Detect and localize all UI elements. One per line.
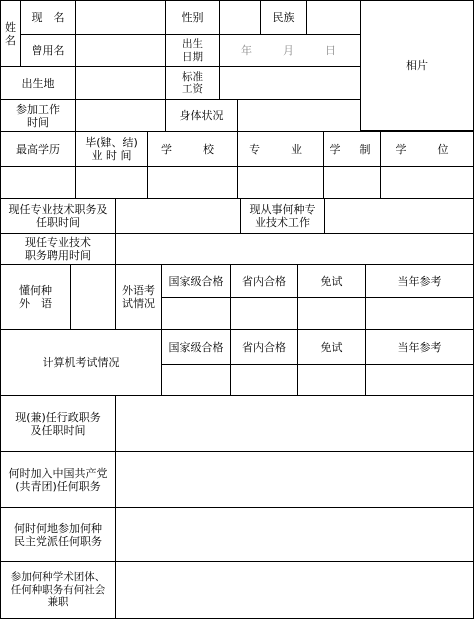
admin-post-label: 现(兼)任行政职务 及任职时间 — [0, 395, 116, 452]
current-name-field[interactable] — [75, 0, 166, 35]
gender-label: 性别 — [165, 0, 220, 35]
photo-box: 相片 — [360, 0, 474, 131]
name-label: 姓名 — [0, 0, 21, 67]
major-label: 专 业 — [237, 131, 324, 167]
computer-exam-exempt-field[interactable] — [297, 364, 366, 396]
birth-date-field[interactable]: 年 月 日 — [219, 34, 361, 67]
birth-date-label: 出生 日期 — [165, 34, 220, 67]
democratic-party-label: 何时何地参加何种 民主党派任何职务 — [0, 507, 116, 562]
birthplace-field[interactable] — [75, 66, 166, 100]
computer-exam-national-header: 国家级合格 — [161, 329, 231, 365]
foreign-exam-provincial-header: 省内合格 — [230, 264, 298, 298]
computer-exam-provincial-field[interactable] — [230, 364, 298, 396]
admin-post-field[interactable] — [115, 395, 474, 452]
foreign-exam-provincial-field[interactable] — [230, 297, 298, 330]
appointment-label: 现任专业技术 职务聘用时间 — [0, 233, 116, 265]
grad-time-field[interactable] — [75, 166, 148, 199]
computer-exam-exempt-header: 免试 — [297, 329, 366, 365]
computer-exam-label: 计算机考试情况 — [0, 329, 162, 396]
languages-known-label: 懂何种 外 语 — [0, 264, 71, 330]
standard-wage-field[interactable] — [219, 66, 361, 100]
highest-edu-field[interactable] — [0, 166, 76, 199]
languages-known-field[interactable] — [70, 264, 116, 330]
health-label: 身体状况 — [165, 99, 238, 132]
health-field[interactable] — [237, 99, 361, 132]
school-label: 学 校 — [147, 131, 238, 167]
degree-field[interactable] — [380, 166, 474, 199]
work-start-field[interactable] — [75, 99, 166, 132]
foreign-exam-national-field[interactable] — [161, 297, 231, 330]
highest-edu-label: 最高学历 — [0, 131, 76, 167]
school-field[interactable] — [147, 166, 238, 199]
grad-time-label: 毕(肄、结) 业 时 间 — [75, 131, 148, 167]
birthplace-label: 出生地 — [0, 66, 76, 100]
degree-label: 学 位 — [380, 131, 474, 167]
computer-exam-current-year-header: 当年参考 — [365, 329, 474, 365]
computer-exam-provincial-header: 省内合格 — [230, 329, 298, 365]
foreign-exam-exempt-header: 免试 — [297, 264, 366, 298]
foreign-exam-label: 外语考 试情况 — [115, 264, 162, 330]
foreign-exam-current-year-field[interactable] — [365, 297, 474, 330]
current-title-label: 现任专业技术职务及 任职时间 — [0, 198, 116, 234]
current-name-label: 现 名 — [20, 0, 76, 35]
academic-groups-field[interactable] — [115, 561, 474, 619]
foreign-exam-current-year-header: 当年参考 — [365, 264, 474, 298]
work-start-label: 参加工作 时间 — [0, 99, 76, 132]
party-join-field[interactable] — [115, 451, 474, 508]
computer-exam-current-year-field[interactable] — [365, 364, 474, 396]
ethnicity-label: 民族 — [260, 0, 307, 35]
academic-groups-label: 参加何种学术团体、 任何种职务有何社会 兼职 — [0, 561, 116, 619]
standard-wage-label: 标准 工资 — [165, 66, 220, 100]
foreign-exam-exempt-field[interactable] — [297, 297, 366, 330]
former-name-field[interactable] — [75, 34, 166, 67]
current-work-label: 现从事何种专 业技术工作 — [240, 198, 325, 234]
gender-field[interactable] — [219, 0, 261, 35]
duration-field[interactable] — [323, 166, 381, 199]
appointment-field[interactable] — [115, 233, 474, 265]
party-join-label: 何时加入中国共产党 (共青团)任何职务 — [0, 451, 116, 508]
major-field[interactable] — [237, 166, 324, 199]
current-work-field[interactable] — [324, 198, 474, 234]
duration-label: 学 制 — [323, 131, 381, 167]
current-title-field[interactable] — [115, 198, 241, 234]
computer-exam-national-field[interactable] — [161, 364, 231, 396]
democratic-party-field[interactable] — [115, 507, 474, 562]
former-name-label: 曾用名 — [20, 34, 76, 67]
ethnicity-field[interactable] — [306, 0, 361, 35]
foreign-exam-national-header: 国家级合格 — [161, 264, 231, 298]
